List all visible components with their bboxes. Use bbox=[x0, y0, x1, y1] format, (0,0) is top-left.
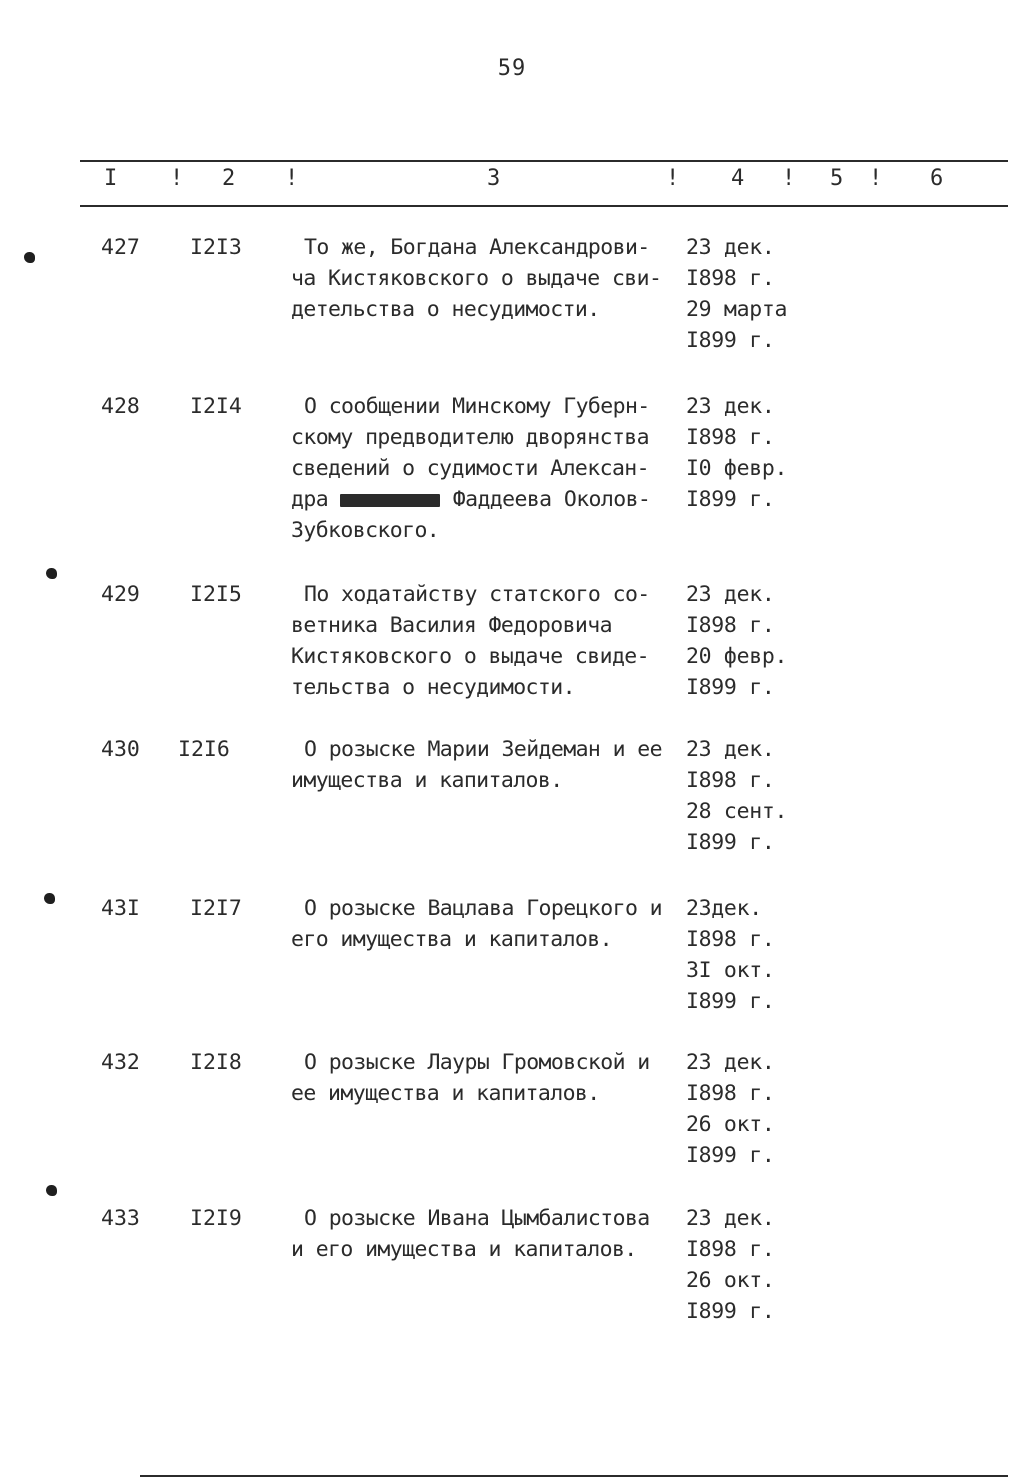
punch-hole-mark bbox=[24, 252, 35, 263]
title-line-part: Фаддеева Околов- bbox=[452, 487, 651, 512]
start-date: 23 дек. bbox=[686, 394, 775, 419]
file-title bbox=[291, 391, 683, 546]
start-date: 23 дек. bbox=[686, 235, 775, 260]
end-date: 26 окт. bbox=[686, 1268, 775, 1293]
end-year: I899 г. bbox=[686, 989, 775, 1014]
end-year: I899 г. bbox=[686, 1143, 775, 1168]
end-date: 29 марта bbox=[686, 297, 788, 322]
end-date: 26 окт. bbox=[686, 1112, 775, 1137]
end-year: I899 г. bbox=[686, 328, 775, 353]
date-range bbox=[686, 893, 775, 1017]
start-year: I898 г. bbox=[686, 1237, 775, 1262]
end-year: I899 г. bbox=[686, 675, 775, 700]
title-line: скому предводителю дворянства bbox=[291, 425, 649, 450]
punch-hole-mark bbox=[44, 893, 55, 904]
title-line: О розыске Вацлава Горецкого и bbox=[304, 896, 662, 921]
file-number: I2I4 bbox=[190, 394, 242, 419]
date-range bbox=[686, 579, 787, 703]
header-col-6: 6 bbox=[930, 166, 944, 191]
start-year: I898 г. bbox=[686, 613, 775, 638]
file-number: I2I3 bbox=[190, 235, 242, 260]
title-line: О розыске Марии Зейдеман и ее bbox=[304, 737, 662, 762]
title-line: его имущества и капиталов. bbox=[291, 927, 612, 952]
start-date: 23 дек. bbox=[686, 1206, 775, 1231]
start-date: 23 дек. bbox=[686, 1050, 775, 1075]
title-line: Зубковского. bbox=[291, 518, 440, 543]
title-line: тельства о несудимости. bbox=[291, 675, 575, 700]
entry-number: 432 bbox=[101, 1050, 140, 1075]
file-number: I2I7 bbox=[190, 896, 242, 921]
header-separator: ! bbox=[285, 166, 299, 191]
end-year: I899 г. bbox=[686, 1299, 775, 1324]
date-range bbox=[686, 232, 787, 356]
entry-number: 430 bbox=[101, 737, 140, 762]
start-year: I898 г. bbox=[686, 266, 775, 291]
title-line: О розыске Ивана Цымбалистова bbox=[304, 1206, 650, 1231]
struck-out-text bbox=[340, 494, 440, 507]
file-title bbox=[291, 1203, 683, 1265]
file-number: I2I6 bbox=[178, 737, 230, 762]
title-line: О сообщении Минскому Губерн- bbox=[304, 394, 650, 419]
title-line: ветника Василия Федоровича bbox=[291, 613, 612, 638]
table-top-rule bbox=[80, 160, 1008, 162]
table-header bbox=[0, 166, 1024, 196]
header-col-2: 2 bbox=[222, 166, 236, 191]
title-line-part: дра bbox=[291, 487, 329, 512]
file-number: I2I8 bbox=[190, 1050, 242, 1075]
header-col-4: 4 bbox=[731, 166, 745, 191]
header-separator: ! bbox=[782, 166, 796, 191]
table-header-rule bbox=[80, 205, 1008, 207]
title-line: ча Кистяковского о выдаче сви- bbox=[291, 266, 662, 291]
entry-number: 428 bbox=[101, 394, 140, 419]
file-title bbox=[291, 893, 683, 955]
file-title bbox=[291, 734, 683, 796]
title-line: То же, Богдана Александрови- bbox=[304, 235, 650, 260]
end-date: 3I окт. bbox=[686, 958, 775, 983]
title-line: и его имущества и капиталов. bbox=[291, 1237, 637, 1262]
title-line: сведений о судимости Алексан- bbox=[291, 456, 649, 481]
title-line: О розыске Лауры Громовской и bbox=[304, 1050, 650, 1075]
start-date: 23 дек. bbox=[686, 582, 775, 607]
file-number: I2I9 bbox=[190, 1206, 242, 1231]
start-year: I898 г. bbox=[686, 768, 775, 793]
title-line: имущества и капиталов. bbox=[291, 768, 563, 793]
header-separator: ! bbox=[170, 166, 184, 191]
date-range bbox=[686, 391, 787, 515]
page-bottom-rule bbox=[140, 1475, 1008, 1477]
end-year: I899 г. bbox=[686, 487, 775, 512]
date-range bbox=[686, 1203, 775, 1327]
title-line: Кистяковского о выдаче свиде- bbox=[291, 644, 649, 669]
title-line: детельства о несудимости. bbox=[291, 297, 600, 322]
entry-number: 429 bbox=[101, 582, 140, 607]
header-separator: ! bbox=[869, 166, 883, 191]
punch-hole-mark bbox=[46, 568, 57, 579]
header-col-3: 3 bbox=[487, 166, 501, 191]
start-date: 23дек. bbox=[686, 896, 762, 921]
start-date: 23 дек. bbox=[686, 737, 775, 762]
end-date: I0 февр. bbox=[686, 456, 788, 481]
start-year: I898 г. bbox=[686, 425, 775, 450]
file-title bbox=[291, 1047, 683, 1109]
end-year: I899 г. bbox=[686, 830, 775, 855]
title-line bbox=[291, 484, 683, 515]
start-year: I898 г. bbox=[686, 927, 775, 952]
end-date: 20 февр. bbox=[686, 644, 788, 669]
header-separator: ! bbox=[666, 166, 680, 191]
file-title bbox=[291, 579, 683, 703]
header-col-5: 5 bbox=[830, 166, 844, 191]
title-line: По ходатайству статского со- bbox=[304, 582, 650, 607]
date-range bbox=[686, 1047, 775, 1171]
file-number: I2I5 bbox=[190, 582, 242, 607]
header-col-1: I bbox=[104, 166, 118, 191]
start-year: I898 г. bbox=[686, 1081, 775, 1106]
entry-number: 43I bbox=[101, 896, 140, 921]
entry-number: 433 bbox=[101, 1206, 140, 1231]
file-title bbox=[291, 232, 683, 325]
page-number: 59 bbox=[497, 56, 527, 81]
punch-hole-mark bbox=[46, 1185, 57, 1196]
end-date: 28 сент. bbox=[686, 799, 788, 824]
title-line: ее имущества и капиталов. bbox=[291, 1081, 600, 1106]
entry-number: 427 bbox=[101, 235, 140, 260]
date-range bbox=[686, 734, 787, 858]
